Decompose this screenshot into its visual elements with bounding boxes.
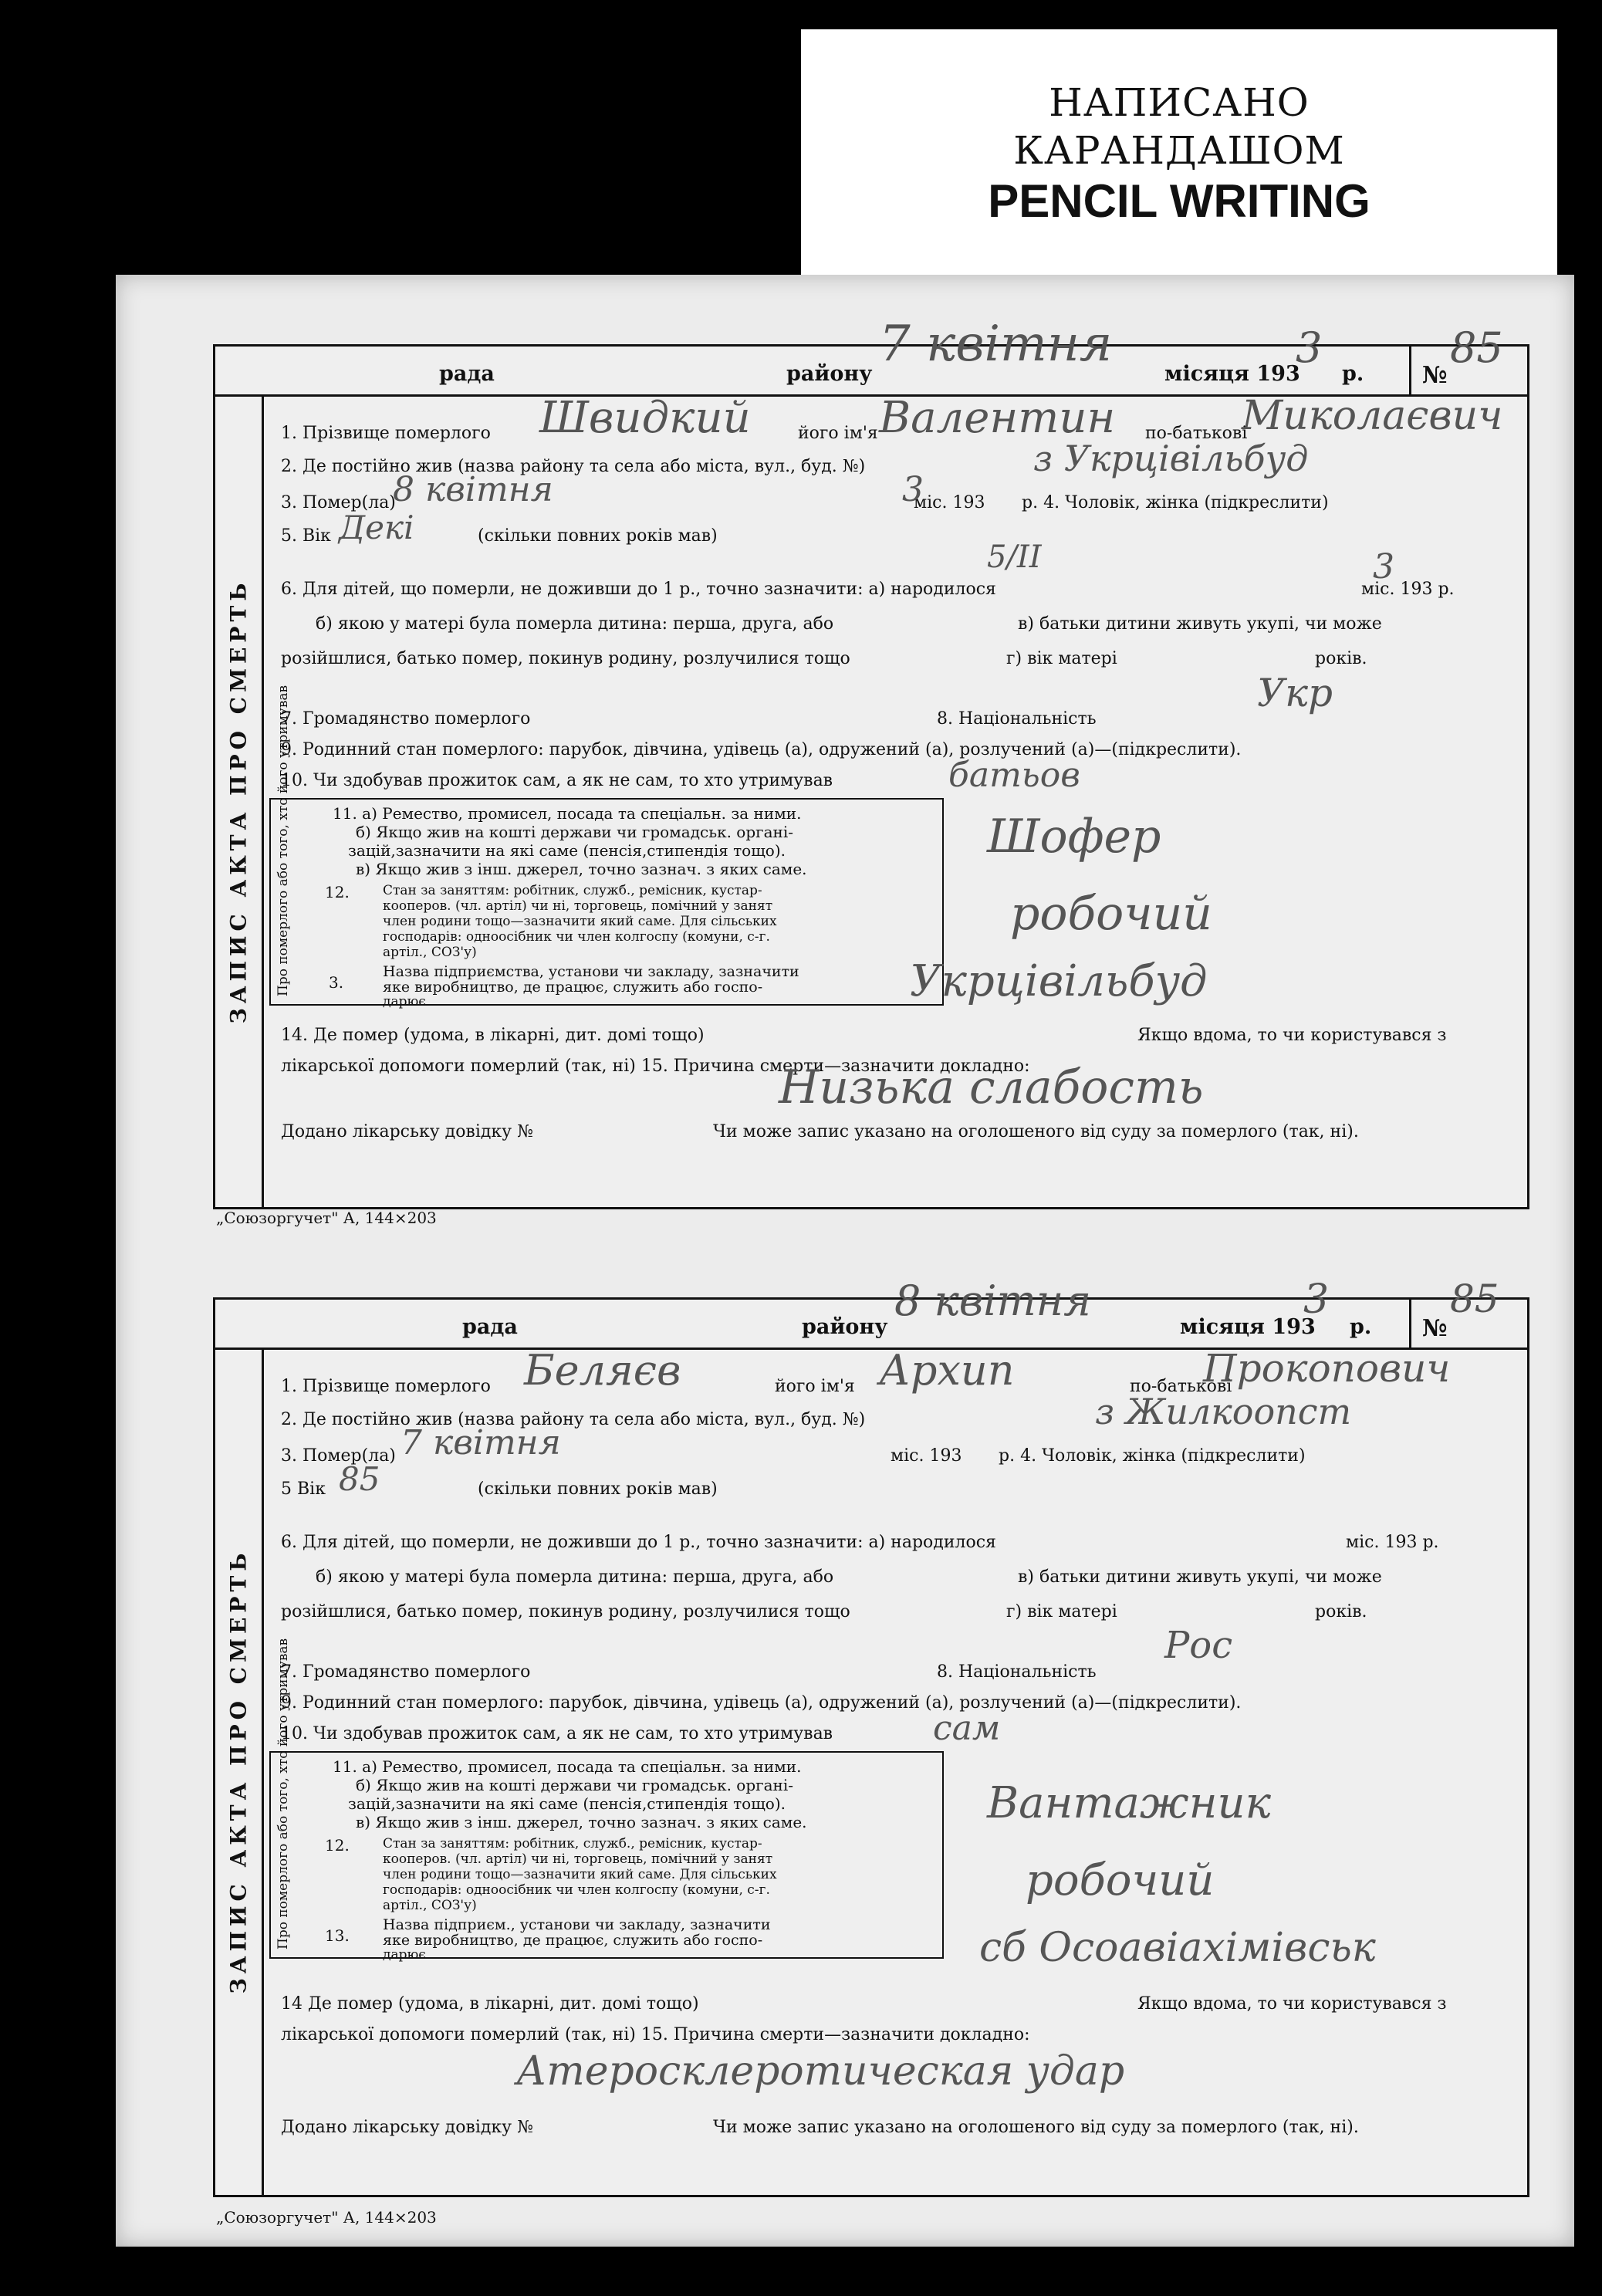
form2-hw-marital: сам <box>933 1709 1001 1748</box>
form2-years-label: років. <box>1315 1602 1367 1621</box>
form1-parents-label: в) батьки дитини живуть укупі, чи може <box>1018 614 1382 634</box>
form1-side-small: Про померлого або того, хто його утримував <box>275 685 291 996</box>
form1-hw-patronymic: Миколаєвич <box>1242 393 1503 439</box>
form1-l12d: господарів: одноосібник чи член колгоспу (комуни, с-г. <box>383 929 770 945</box>
form1-hw-status: робочий <box>1010 887 1212 941</box>
form2-hw-workplace: сб Осоавіахімівськ <box>979 1925 1376 1971</box>
form2-support-label: 10. Чи здобував прожиток сам, а як не сам, то хто утримував <box>281 1724 833 1743</box>
form1-l12c: член родини тощо—зазначити який саме. Для сільських <box>383 914 777 929</box>
label-line-3: PENCIL WRITING <box>988 175 1370 227</box>
form2-number-value: 85 <box>1450 1276 1499 1321</box>
form1-month: місяця 193 <box>1164 362 1300 386</box>
form2-child-born-end: міс. 193 р. <box>1346 1533 1439 1552</box>
form1-l11b: б) Якщо жив на коштi держави чи громадськ. органі- <box>356 823 794 841</box>
form2-cause-label: лікарської допомоги померлий (так, ні) 15. Причина смерти—зазначити докладно: <box>281 2025 1030 2044</box>
form1-nationality-label: 8. Національність <box>937 709 1097 729</box>
form2-l13-num: 13. <box>325 1926 350 1945</box>
form1-side-title-box <box>215 394 264 1207</box>
form1-hw-address: з Укрцівільбуд <box>1033 438 1309 479</box>
form1-support-label: 10. Чи здобував прожиток сам, а як не сам, то хто утримував <box>281 771 833 790</box>
form1-hw-died: 8 квітня <box>393 470 553 509</box>
label-line-1: НАПИСАНО <box>1049 80 1310 125</box>
form1-hw-name: Валентин <box>879 393 1116 443</box>
form2-hw-year: 3 <box>1303 1276 1330 1323</box>
form1-l13c: дарює <box>383 994 426 1009</box>
form1-l12e: артіл., СОЗ'у) <box>383 945 477 960</box>
form1-l13b: яке виробництво, де працює, служить або госпо- <box>383 979 763 996</box>
form1-rada: рада <box>439 362 495 386</box>
form1-place-of-death-label: 14. Де помер (удома, в лікарні, дит. домі тощо) <box>281 1026 705 1045</box>
form1-side-title: ЗАПИС АКТА ПРО СМЕРТЬ <box>225 578 252 1023</box>
form2-l13b: яке виробництво, де працює, служить або госпо- <box>383 1932 763 1949</box>
form1-hw-cause: Низька слабость <box>779 1060 1204 1114</box>
form1-age-label: 5. Вік <box>281 526 331 546</box>
form2-citizenship-label: 7. Громадянство померлого <box>281 1662 531 1682</box>
form1-court-label: Чи може запис указано на оголошеного від суду за померлого (так, ні). <box>713 1122 1359 1141</box>
form2-hw-address: з Жилкоопст <box>1095 1391 1352 1432</box>
form2-surname-label: 1. Прізвище померлого <box>281 1377 491 1396</box>
form1-hw-marital: батьов <box>948 756 1080 795</box>
form1-surname-label: 1. Прізвище померлого <box>281 424 491 443</box>
form1-l13-num: 3. <box>329 973 344 992</box>
form1-l12-num: 12. <box>325 883 350 901</box>
form2-marital-label: 9. Родинний стан померлого: парубок, дівчина, удівець (а), одружений (а), розлучений (а)—(підкреслити). <box>281 1693 1242 1713</box>
form1-l13a: Назва підприємства, установи чи закладу, зазначити <box>383 963 799 980</box>
form2-hw-status: робочий <box>1026 1855 1215 1905</box>
form2-rada: рада <box>462 1315 518 1339</box>
form1-hw-year: 3 <box>1296 323 1323 372</box>
form1-patronymic-label: по-батькові <box>1145 424 1248 443</box>
form2-l12b: кооперов. (чл. артіл) чи ні, торговець, помічний у занят <box>383 1851 773 1867</box>
form1-hw-workplace: Укрцівільбуд <box>910 956 1208 1006</box>
form2-at-home-label: Якщо вдома, то чи користувався з <box>1137 1994 1447 2014</box>
form2-patronymic-label: по-батькові <box>1130 1377 1232 1396</box>
form1-citizenship-label: 7. Громадянство померлого <box>281 709 531 729</box>
form1-child-order-label: б) якою у матері була померла дитина: перша, друга, або <box>316 614 834 634</box>
form2-l11b2: зацій,зазначити на які саме (пенсія,стипендія тощо). <box>348 1794 786 1813</box>
form2-side-small: Про померлого або того, хто його утримував <box>275 1638 291 1949</box>
form1-died-label: 3. Помер(ла) <box>281 493 396 512</box>
form1-at-home-label: Якщо вдома, то чи користувався з <box>1137 1026 1447 1045</box>
form2-nationality-label: 8. Національність <box>937 1662 1097 1682</box>
form2-hw-patronymic: Прокопович <box>1203 1346 1451 1391</box>
form2-side-title: ЗАПИС АКТА ПРО СМЕРТЬ <box>225 1548 252 1994</box>
form2-certificate-label: Додано лікарську довідку № <box>281 2118 533 2137</box>
form2-hw-day: 8 квітня <box>894 1276 1091 1325</box>
form2-place-of-death-label: 14 Де помер (удома, в лікарні, дит. домі тощо) <box>281 1994 699 2014</box>
form2-parents-separated-label: розійшлися, батько помер, покинув родину, розлучилися тощо <box>281 1602 850 1621</box>
form2-sex-label: р. 4. Чоловік, жінка (підкреслити) <box>999 1446 1306 1466</box>
form2-child-order-label: б) якою у матері була померла дитина: перша, друга, або <box>316 1567 834 1587</box>
form2-died-month-label: міс. 193 <box>891 1446 962 1466</box>
form2-l12a: Стан за заняттям: робітник, служб., ремісник, кустар- <box>383 1836 762 1851</box>
form1-header <box>215 347 1527 397</box>
form1-r: р. <box>1342 362 1364 386</box>
form1-hw-nationality: Укр <box>1257 671 1333 715</box>
form1-l12a: Стан за заняттям: робітник, служб., ремісник, кустар- <box>383 883 762 898</box>
form1-cause-label: лікарської допомоги померлий (так, ні) 15. Причина смерти—зазначити докладно: <box>281 1057 1030 1076</box>
form2-r: р. <box>1350 1315 1372 1339</box>
form2-address-label: 2. Де постійно жив (назва району та села або міста, вул., буд. №) <box>281 1410 866 1429</box>
form1-sex-label: р. 4. Чоловік, жінка (підкреслити) <box>1022 493 1329 512</box>
form2-raionu: району <box>802 1315 888 1339</box>
form2-hw-surname: Беляєв <box>524 1346 681 1395</box>
form1-marital-label: 9. Родинний стан померлого: парубок, дівчина, удівець (а), одружений (а), розлучений (а)—(підкреслити). <box>281 740 1242 759</box>
document-page <box>116 275 1574 2247</box>
form2-month: місяця 193 <box>1180 1315 1316 1339</box>
form1-hw-born-year: 3 <box>1373 547 1394 587</box>
form2-l11b: б) Якщо жив на коштi держави чи громадськ. органі- <box>356 1776 794 1794</box>
form2-l11c: в) Якщо жив з інш. джерел, точно зазнач. з яких саме. <box>356 1813 807 1831</box>
form1-hw-surname: Швидкий <box>539 393 751 443</box>
form2-name-label: його ім'я <box>775 1377 855 1396</box>
form2-hw-cause: Атеросклеротическая удар <box>516 2048 1125 2095</box>
form2-parents-label: в) батьки дитини живуть укупі, чи може <box>1018 1567 1382 1587</box>
form1-hw-age: Декі <box>339 509 414 546</box>
form2-header <box>215 1300 1527 1350</box>
form2-hw-age: 85 <box>339 1460 380 1498</box>
form1-died-month-label: міс. 193 <box>914 493 985 512</box>
form1-child-born-end: міс. 193 р. <box>1361 580 1455 599</box>
form2-l12d: господарів: одноосібник чи член колгоспу (комуни, с-г. <box>383 1882 770 1898</box>
label-line-2: КАРАНДАШОМ <box>1013 128 1345 173</box>
form2-died-label: 3. Помер(ла) <box>281 1446 396 1466</box>
form2-l13c: дарює <box>383 1947 426 1963</box>
form2-age-hint: (скільки повних років мав) <box>478 1479 718 1499</box>
form2-l13a: Назва підприєм., установи чи закладу, зазначити <box>383 1916 771 1933</box>
pencil-writing-label <box>801 29 1557 276</box>
form2-l11a: 11. а) Ремество, промисел, посада та спеціальн. за ними. <box>333 1757 802 1776</box>
form1-certificate-label: Додано лікарську довідку № <box>281 1122 533 1141</box>
form2-age-label: 5 Вік <box>281 1479 326 1499</box>
form2-l12c: член родини тощо—зазначити який саме. Для сільських <box>383 1867 777 1882</box>
form1-l11a: 11. а) Ремество, промисел, посада та спеціальн. за ними. <box>333 804 802 823</box>
form1-address-label: 2. Де постійно жив (назва району та села або міста, вул., буд. №) <box>281 457 866 476</box>
form1-hw-day: 7 квітня <box>879 316 1113 373</box>
form2-court-label: Чи може запис указано на оголошеного від суду за померлого (так, ні). <box>713 2118 1359 2137</box>
form1-parents-separated-label: розійшлися, батько помер, покинув родину, розлучилися тощо <box>281 649 850 668</box>
form2-mother-age-label: г) вік матері <box>1006 1602 1117 1621</box>
form1-hw-died-year: 3 <box>902 470 924 509</box>
form1-l12b: кооперов. (чл. артіл) чи ні, торговець, помічний у занят <box>383 898 773 914</box>
form1-l11c: в) Якщо жив з інш. джерел, точно зазнач. з яких саме. <box>356 860 807 878</box>
death-record-form-1 <box>213 316 1529 1209</box>
death-record-form-2 <box>213 1276 1529 2197</box>
form1-age-hint: (скільки повних років мав) <box>478 526 718 546</box>
form1-mother-age-label: г) вік матері <box>1006 649 1117 668</box>
form2-number-label: № <box>1422 1315 1448 1342</box>
form2-l12e: артіл., СОЗ'у) <box>383 1898 477 1913</box>
form1-years-label: років. <box>1315 649 1367 668</box>
form1-hw-occupation: Шофер <box>987 810 1161 864</box>
form1-hw-born: 5/II <box>987 539 1042 575</box>
form2-side-title-box <box>215 1348 264 2195</box>
form2-hw-occupation: Вантажник <box>987 1778 1271 1828</box>
form1-raionu: району <box>786 362 873 386</box>
form1-printer: „Союзоргучет" А, 144×203 <box>216 1209 437 1227</box>
form2-hw-died: 7 квітня <box>400 1423 561 1462</box>
form1-l11b2: зацій,зазначити на які саме (пенсія,стипендія тощо). <box>348 841 786 860</box>
form1-name-label: його ім'я <box>798 424 878 443</box>
form1-number-label: № <box>1422 362 1448 389</box>
form1-number-value: 85 <box>1450 323 1503 372</box>
form2-printer: „Союзоргучет" А, 144×203 <box>216 2208 437 2227</box>
form1-child-born-label: 6. Для дітей, що померли, не доживши до 1 р., точно зазначити: а) народилося <box>281 580 996 599</box>
form2-hw-name: Архип <box>879 1346 1015 1395</box>
form2-l12-num: 12. <box>325 1836 350 1855</box>
form2-child-born-label: 6. Для дітей, що померли, не доживши до 1 р., точно зазначити: а) народилося <box>281 1533 996 1552</box>
form2-hw-nationality: Рос <box>1164 1624 1233 1667</box>
